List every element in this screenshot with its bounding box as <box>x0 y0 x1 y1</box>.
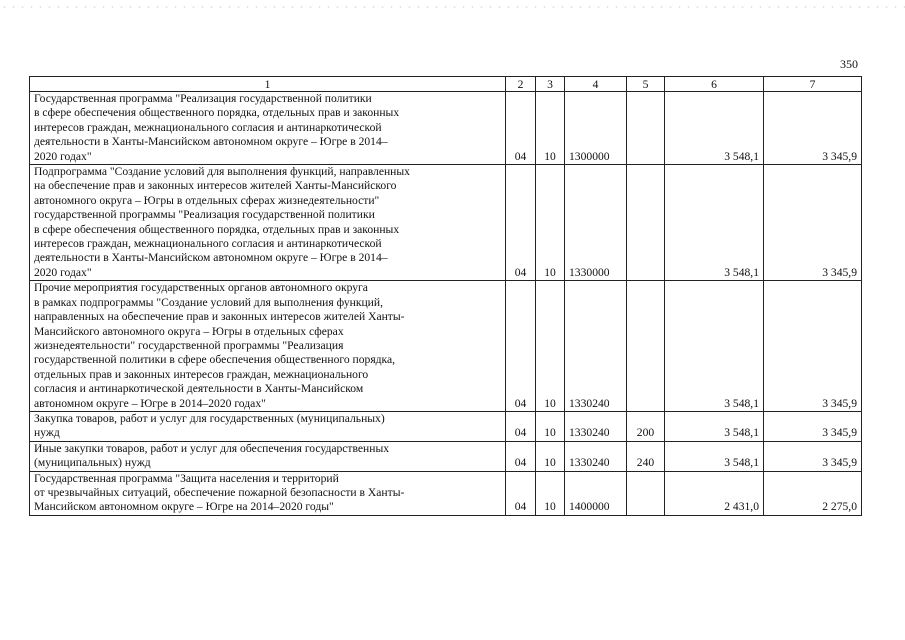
budget-table <box>29 76 862 516</box>
row-amount-col6: 3 548,1 <box>665 92 764 165</box>
row-expense-type <box>627 471 665 515</box>
row-subsection: 10 <box>536 411 565 441</box>
row-name: Подпрограмма "Создание условий для выполнения функций, направленных на обеспечение прав и законных интересов жителей Ханты-Мансийского автономного округа – Югры в отдельных сферах жизнедеятельности" государственной программы "Реализация государственной политики в сфере обеспечения общественного порядка, отдельных прав и законных интересов граждан, межнационального согласия и антинаркотической деятельности в Ханты-Мансийском автономном округе – Югре в 2014– 2020 годах" <box>30 165 506 281</box>
row-subsection: 10 <box>536 281 565 412</box>
table-row <box>30 165 862 281</box>
row-subsection: 10 <box>536 471 565 515</box>
row-amount-col7: 3 345,9 <box>764 92 862 165</box>
row-section: 04 <box>506 441 536 471</box>
row-name: Закупка товаров, работ и услуг для государственных (муниципальных) нужд <box>30 411 506 441</box>
row-amount-col6: 3 548,1 <box>665 441 764 471</box>
table-row <box>30 471 862 515</box>
row-target-code: 1300000 <box>565 92 627 165</box>
header-cell: 5 <box>627 77 665 92</box>
row-amount-col6: 3 548,1 <box>665 165 764 281</box>
row-name: Государственная программа "Защита населения и территорий от чрезвычайных ситуаций, обеспечение пожарной безопасности в Ханты- Мансийском автономном округе – Югре на 2014–2020 годы" <box>30 471 506 515</box>
row-section: 04 <box>506 411 536 441</box>
table-row <box>30 281 862 412</box>
table-row <box>30 92 862 165</box>
row-amount-col6: 3 548,1 <box>665 281 764 412</box>
row-subsection: 10 <box>536 92 565 165</box>
row-amount-col7: 2 275,0 <box>764 471 862 515</box>
row-target-code: 1330240 <box>565 441 627 471</box>
table-row <box>30 441 862 471</box>
row-section: 04 <box>506 92 536 165</box>
row-section: 04 <box>506 165 536 281</box>
row-target-code: 1330240 <box>565 281 627 412</box>
row-amount-col7: 3 345,9 <box>764 411 862 441</box>
row-section: 04 <box>506 281 536 412</box>
row-expense-type <box>627 165 665 281</box>
row-expense-type: 200 <box>627 411 665 441</box>
row-target-code: 1400000 <box>565 471 627 515</box>
row-amount-col6: 2 431,0 <box>665 471 764 515</box>
row-name: Иные закупки товаров, работ и услуг для обеспечения государственных (муниципальных) нужд <box>30 441 506 471</box>
header-cell: 7 <box>764 77 862 92</box>
row-expense-type <box>627 92 665 165</box>
row-subsection: 10 <box>536 165 565 281</box>
row-target-code: 1330240 <box>565 411 627 441</box>
header-cell: 6 <box>665 77 764 92</box>
header-cell: 4 <box>565 77 627 92</box>
row-target-code: 1330000 <box>565 165 627 281</box>
row-amount-col7: 3 345,9 <box>764 441 862 471</box>
row-subsection: 10 <box>536 441 565 471</box>
row-name: Прочие мероприятия государственных органов автономного округа в рамках подпрограммы "Создание условий для выполнения функций, направленных на обеспечение прав и законных интересов жителей Ханты- Мансийского автономного округа – Югры в отдельных сферах жизнедеятельности" государственной программы "Реализация государственной политики в сфере обеспечения общественного порядка, отдельных прав и законных интересов граждан, межнационального согласия и антинаркотической деятельности в Ханты-Мансийском автономном округе – Югре в 2014–2020 годах" <box>30 281 506 412</box>
row-amount-col7: 3 345,9 <box>764 165 862 281</box>
row-amount-col7: 3 345,9 <box>764 281 862 412</box>
header-cell: 1 <box>30 77 506 92</box>
scan-noise <box>0 6 905 8</box>
row-amount-col6: 3 548,1 <box>665 411 764 441</box>
header-cell: 2 <box>506 77 536 92</box>
row-section: 04 <box>506 471 536 515</box>
row-expense-type <box>627 281 665 412</box>
page-number: 350 <box>840 57 858 71</box>
table-row <box>30 411 862 441</box>
row-expense-type: 240 <box>627 441 665 471</box>
header-row <box>30 77 862 92</box>
header-cell: 3 <box>536 77 565 92</box>
row-name: Государственная программа "Реализация государственной политики в сфере обеспечения общественного порядка, отдельных прав и законных интересов граждан, межнационального согласия и антинаркотической деятельности в Ханты-Мансийском автономном округе – Югре в 2014– 2020 годах" <box>30 92 506 165</box>
